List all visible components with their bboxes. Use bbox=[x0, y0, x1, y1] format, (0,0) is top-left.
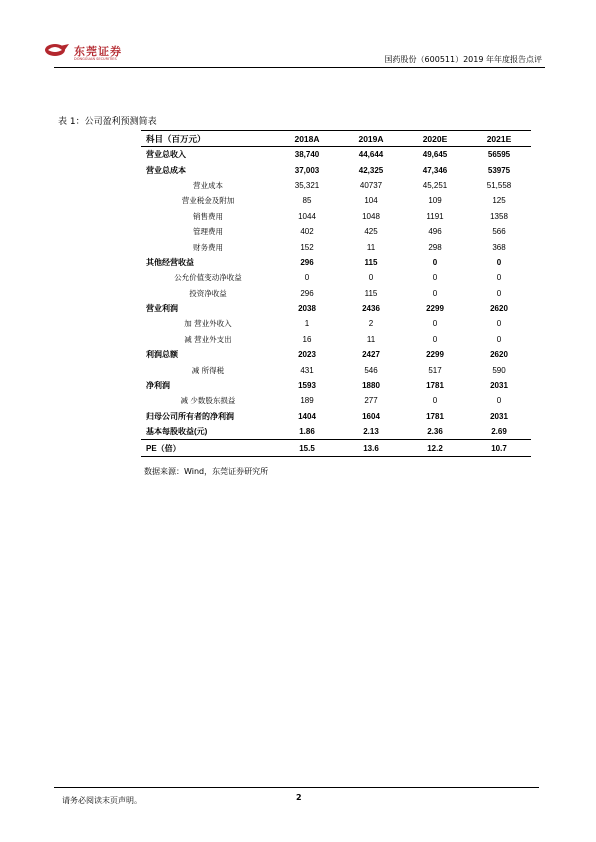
row-value: 590 bbox=[492, 365, 506, 375]
table-header-row bbox=[141, 131, 531, 147]
row-label: 归母公司所有者的净利润 bbox=[146, 411, 234, 421]
table-body bbox=[141, 147, 531, 457]
row-value: 2.69 bbox=[491, 427, 507, 437]
row-value: 11 bbox=[366, 242, 376, 252]
row-value: 1044 bbox=[298, 211, 316, 221]
row-value: 35,321 bbox=[294, 180, 320, 190]
row-value: 0 bbox=[496, 288, 502, 298]
row-value: 368 bbox=[492, 242, 506, 252]
row-value: 1880 bbox=[362, 381, 380, 391]
row-value: 37,003 bbox=[294, 165, 320, 175]
table-row bbox=[141, 316, 531, 331]
row-value: 2299 bbox=[426, 304, 444, 314]
row-value: 546 bbox=[364, 365, 378, 375]
row-value: 2038 bbox=[298, 304, 316, 314]
row-value: 298 bbox=[428, 242, 442, 252]
table-row bbox=[141, 255, 531, 270]
row-value: 40737 bbox=[359, 180, 383, 190]
row-value: 1191 bbox=[426, 211, 444, 221]
row-value: 42,325 bbox=[358, 165, 384, 175]
row-value: 1781 bbox=[426, 411, 444, 421]
row-value: 1781 bbox=[426, 381, 444, 391]
table-row bbox=[141, 332, 531, 347]
row-value: 496 bbox=[428, 227, 442, 237]
column-header-2021e: 2021E bbox=[486, 133, 512, 144]
table-row bbox=[141, 440, 531, 456]
table-row bbox=[141, 347, 531, 362]
table-row bbox=[141, 147, 531, 163]
row-value: 1404 bbox=[298, 411, 316, 421]
brand-logo bbox=[44, 38, 144, 68]
profit-forecast-table bbox=[141, 130, 531, 457]
column-header-2019a: 2019A bbox=[358, 133, 384, 144]
row-label: 营业利润 bbox=[146, 304, 178, 314]
row-value: 1048 bbox=[362, 211, 380, 221]
report-header-title: 国药股份（600511）2019 年年度报告点评 bbox=[384, 55, 542, 64]
table-row bbox=[141, 378, 531, 393]
row-value: 425 bbox=[364, 227, 378, 237]
row-value: 44,644 bbox=[339, 147, 403, 163]
brand-name: 东莞证券 bbox=[74, 45, 122, 58]
row-value: 115 bbox=[364, 288, 378, 298]
table-row bbox=[141, 224, 531, 239]
row-value: 0 bbox=[432, 319, 438, 329]
table-row bbox=[141, 162, 531, 177]
row-value: 45,251 bbox=[422, 180, 448, 190]
row-label: 管理费用 bbox=[193, 227, 223, 237]
row-value: 1604 bbox=[362, 411, 380, 421]
row-label: PE（倍） bbox=[141, 440, 275, 456]
row-value: 49,645 bbox=[403, 147, 467, 163]
row-value: 0 bbox=[432, 396, 438, 406]
row-value: 109 bbox=[428, 196, 442, 206]
row-value: 51,558 bbox=[486, 180, 512, 190]
table-row bbox=[141, 393, 531, 408]
row-value: 2427 bbox=[362, 350, 380, 360]
row-label: 净利润 bbox=[146, 381, 170, 391]
row-value: 296 bbox=[300, 288, 314, 298]
page-number: 2 bbox=[296, 793, 302, 802]
brand-logo-mark-icon bbox=[44, 42, 70, 58]
row-value: 0 bbox=[432, 288, 438, 298]
row-value: 189 bbox=[300, 396, 314, 406]
row-value: 85 bbox=[302, 196, 312, 206]
row-value: 38,740 bbox=[275, 147, 339, 163]
disclaimer-note: 请务必阅读末页声明。 bbox=[62, 796, 142, 805]
row-value: 402 bbox=[300, 227, 314, 237]
data-source-note: 数据来源：Wind，东莞证券研究所 bbox=[144, 467, 269, 476]
row-value: 2620 bbox=[490, 304, 508, 314]
row-value: 0 bbox=[496, 396, 502, 406]
table-row bbox=[141, 424, 531, 440]
row-label: 销售费用 bbox=[193, 211, 223, 221]
row-value: 115 bbox=[364, 257, 378, 267]
row-value: 431 bbox=[300, 365, 314, 375]
row-label: 财务费用 bbox=[193, 242, 223, 252]
row-label: 利润总额 bbox=[146, 350, 178, 360]
row-label: 减 少数股东损益 bbox=[180, 396, 236, 406]
table-row bbox=[141, 193, 531, 208]
row-value: 104 bbox=[364, 196, 378, 206]
row-value: 0 bbox=[496, 273, 502, 283]
row-value: 2620 bbox=[490, 350, 508, 360]
row-value: 53975 bbox=[487, 165, 511, 175]
row-value: 2436 bbox=[362, 304, 380, 314]
brand-name-en: DONGGUAN SECURITIES bbox=[74, 57, 117, 61]
row-label: 其他经营收益 bbox=[146, 257, 194, 267]
table-caption: 表 1：公司盈利预测简表 bbox=[58, 117, 157, 127]
row-label: 营业税金及附加 bbox=[181, 196, 235, 206]
row-value: 0 bbox=[496, 319, 502, 329]
row-value: 13.6 bbox=[339, 440, 403, 456]
column-header-item: 科目（百万元） bbox=[146, 133, 206, 144]
row-label: 公允价值变动净收益 bbox=[174, 273, 242, 283]
row-value: 2.36 bbox=[427, 427, 443, 437]
header-divider bbox=[54, 67, 545, 68]
row-value: 1 bbox=[304, 319, 310, 329]
row-value: 11 bbox=[366, 334, 376, 344]
row-label: 营业总成本 bbox=[146, 165, 186, 175]
row-value: 1593 bbox=[298, 381, 316, 391]
row-label: 投资净收益 bbox=[189, 288, 227, 298]
table-row bbox=[141, 409, 531, 424]
row-value: 0 bbox=[432, 273, 438, 283]
row-value: 277 bbox=[364, 396, 378, 406]
row-value: 0 bbox=[432, 257, 438, 267]
row-value: 15.5 bbox=[275, 440, 339, 456]
row-value: 2 bbox=[368, 319, 374, 329]
row-label: 营业成本 bbox=[193, 180, 223, 190]
row-value: 0 bbox=[368, 273, 374, 283]
row-value: 1.86 bbox=[299, 427, 315, 437]
row-value: 56595 bbox=[467, 147, 531, 163]
row-value: 2.13 bbox=[363, 427, 379, 437]
table-row bbox=[141, 209, 531, 224]
row-label: 减 所得税 bbox=[191, 365, 225, 375]
row-value: 517 bbox=[428, 365, 442, 375]
row-value: 0 bbox=[496, 334, 502, 344]
table-row bbox=[141, 270, 531, 285]
row-value: 152 bbox=[300, 242, 314, 252]
row-value: 0 bbox=[432, 334, 438, 344]
row-label: 营业总收入 bbox=[141, 147, 275, 163]
row-value: 125 bbox=[492, 196, 506, 206]
row-value: 12.2 bbox=[403, 440, 467, 456]
row-value: 2031 bbox=[490, 411, 508, 421]
table-row bbox=[141, 239, 531, 254]
row-value: 1358 bbox=[490, 211, 508, 221]
table-row bbox=[141, 178, 531, 193]
table-row bbox=[141, 286, 531, 301]
row-label: 减 营业外支出 bbox=[184, 334, 232, 344]
row-value: 0 bbox=[304, 273, 310, 283]
row-label: 基本每股收益(元) bbox=[146, 427, 208, 437]
row-value: 2299 bbox=[426, 350, 444, 360]
column-header-2020e: 2020E bbox=[422, 133, 448, 144]
footer-divider bbox=[54, 787, 539, 788]
row-value: 296 bbox=[300, 257, 314, 267]
row-value: 0 bbox=[496, 257, 502, 267]
row-value: 2023 bbox=[298, 350, 316, 360]
row-value: 566 bbox=[492, 227, 506, 237]
row-value: 2031 bbox=[490, 381, 508, 391]
row-value: 10.7 bbox=[467, 440, 531, 456]
row-value: 47,346 bbox=[422, 165, 448, 175]
table-row bbox=[141, 301, 531, 316]
table-row bbox=[141, 362, 531, 377]
column-header-2018a: 2018A bbox=[294, 133, 320, 144]
row-label: 加 营业外收入 bbox=[184, 319, 232, 329]
row-value: 16 bbox=[302, 334, 312, 344]
